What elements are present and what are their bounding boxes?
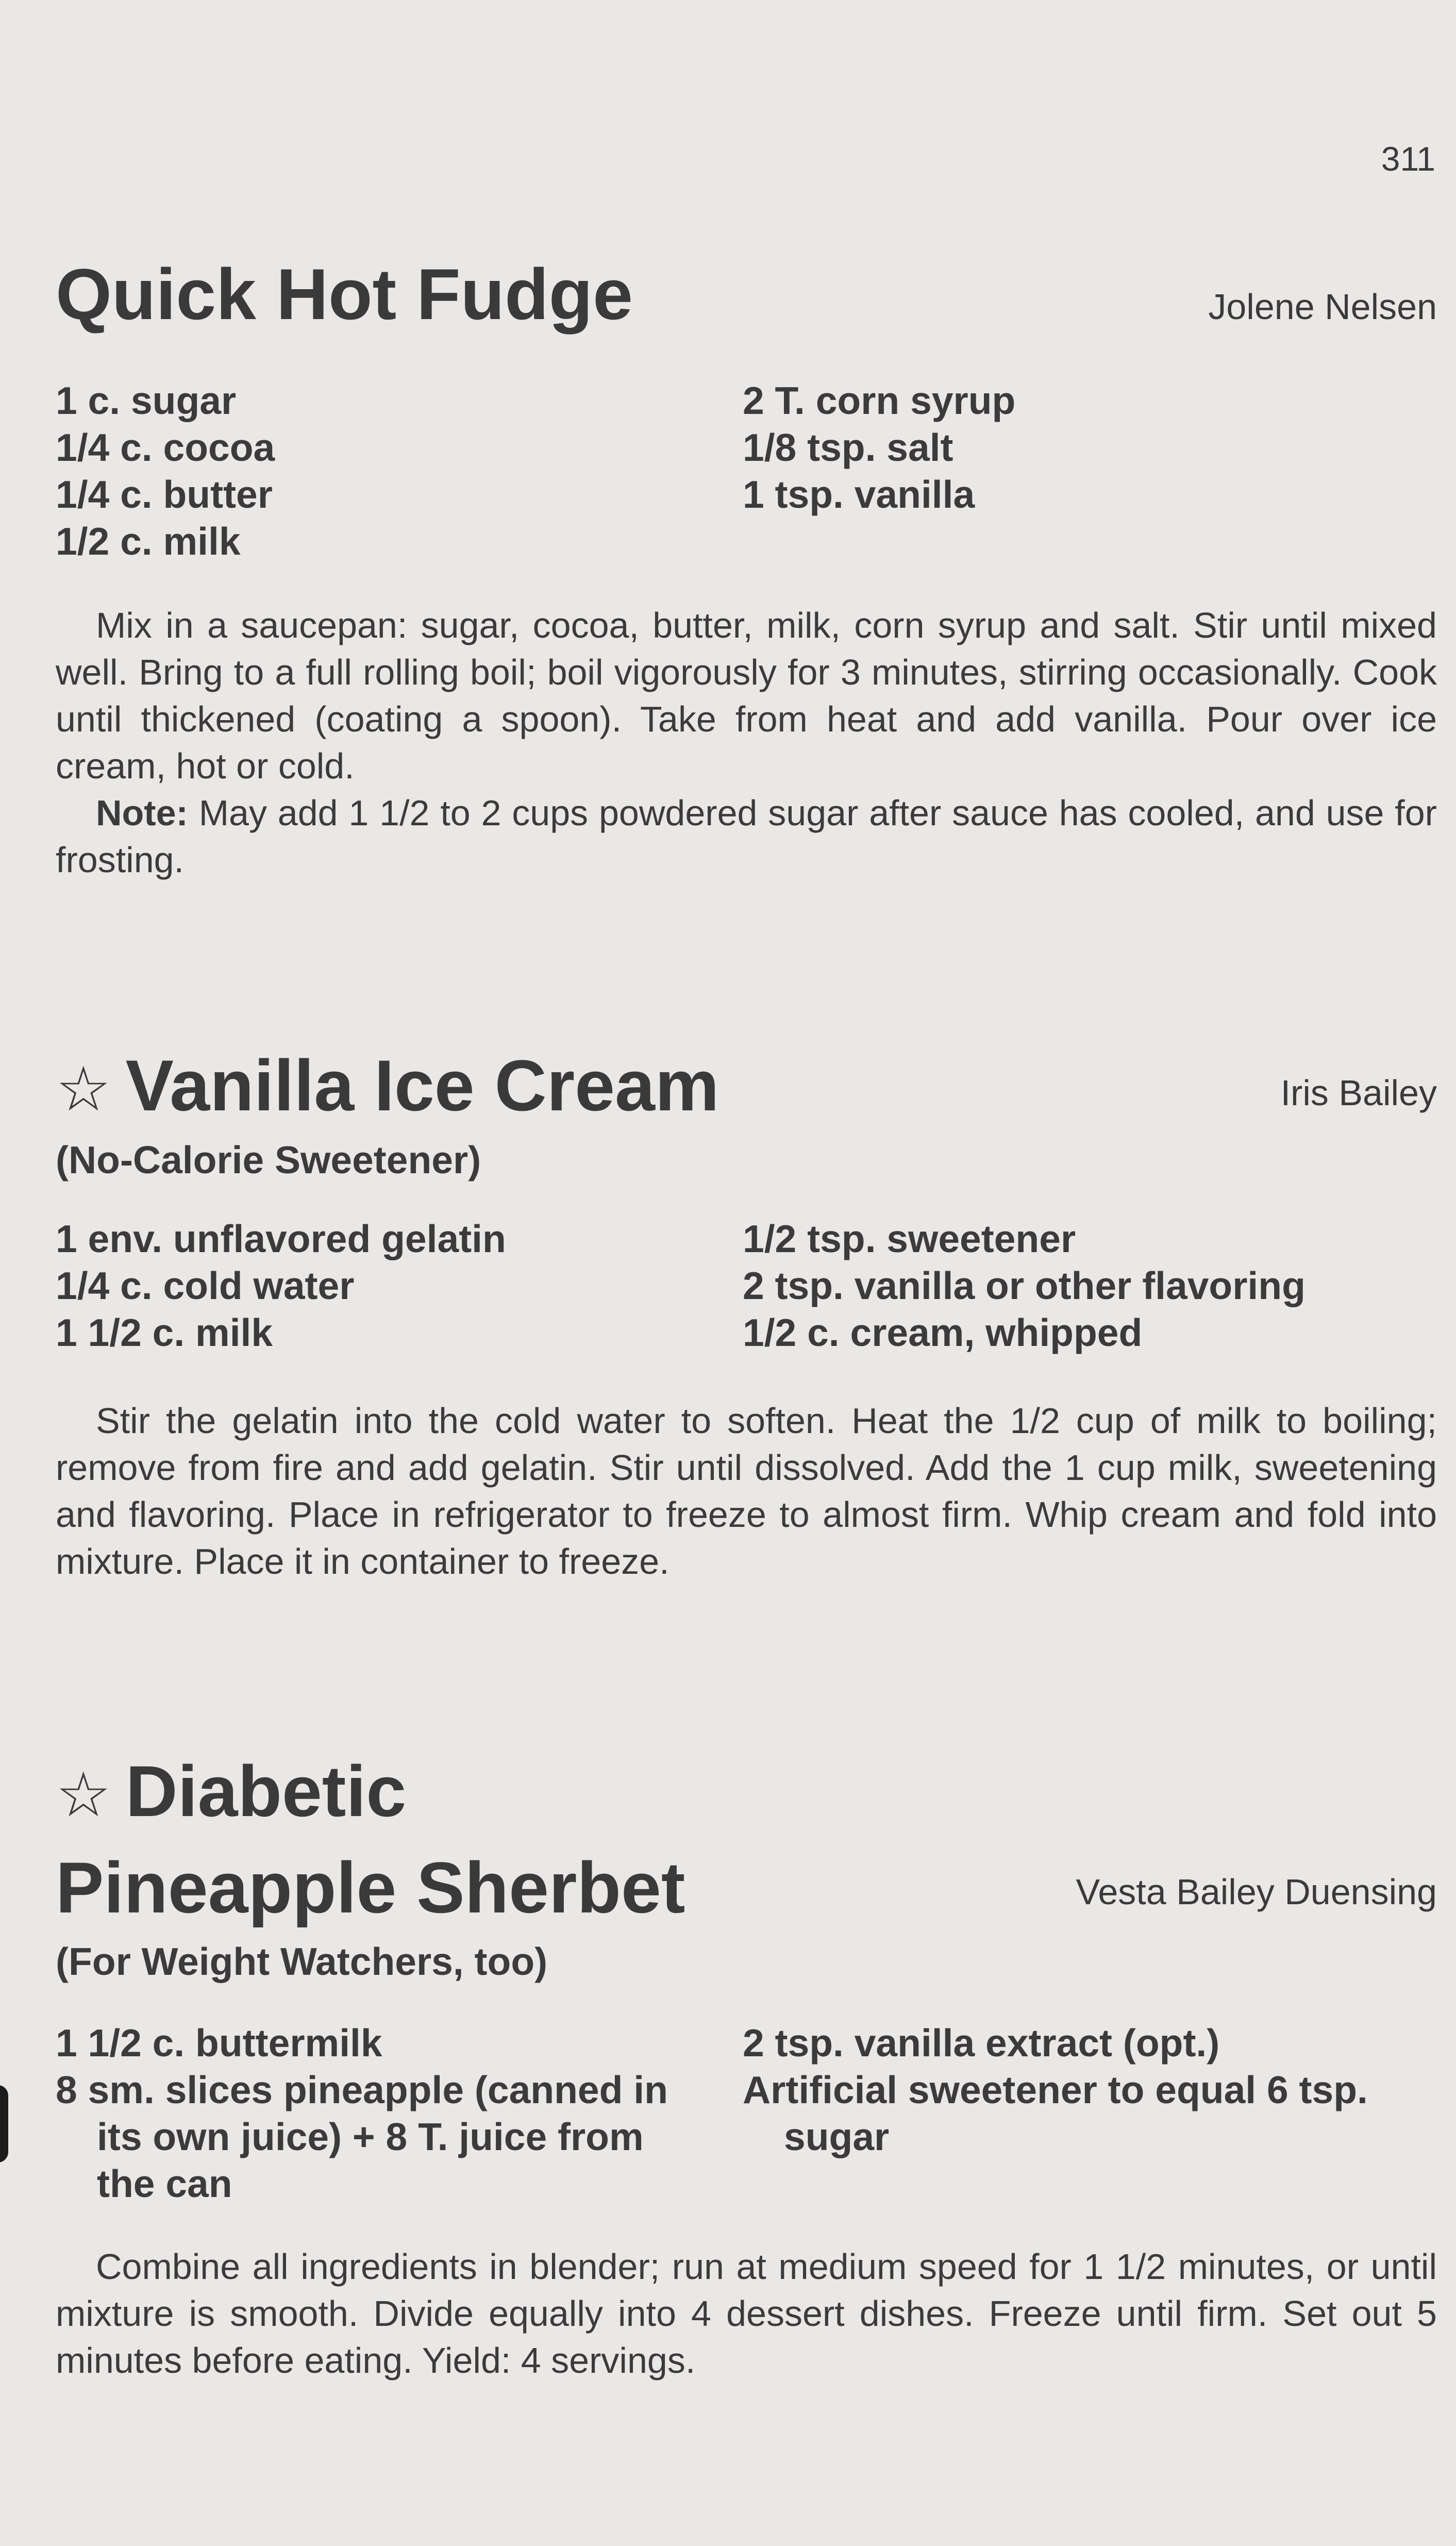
star-icon: ☆ [56, 1760, 111, 1829]
ingredient-item: 2 tsp. vanilla or other flavoring [743, 1264, 1306, 1307]
ingredient-item: Artificial sweetener to equal 6 tsp. [743, 2068, 1368, 2111]
recipe-author: Iris Bailey [1280, 1073, 1437, 1113]
binding-edge-mark [0, 2085, 8, 2162]
ingredient-item: 2 T. corn syrup [743, 379, 1016, 422]
directions-text: Mix in a saucepan: sugar, cocoa, butter, milk, corn syrup and salt. Stir until mixed well. Bring to a full rolling boil; boil vigorously for 3 minutes, stirring occasionally. Cook until thickened (coating a spoon). Take from heat and add vanilla. Pour over ice cream, hot or cold. [56, 605, 1437, 786]
star-icon: ☆ [56, 1055, 111, 1124]
ingredient-column-right [743, 377, 1437, 565]
page-number: 311 [1381, 140, 1435, 178]
ingredient-item: 1/2 tsp. sweetener [743, 1217, 1076, 1260]
recipe-quick-hot-fudge [56, 247, 1437, 884]
recipe-directions [56, 602, 1437, 884]
ingredient-column-right [743, 1216, 1437, 1356]
ingredient-item: 1 1/2 c. milk [56, 1311, 273, 1354]
ingredient-item-continued: the can [97, 2162, 232, 2205]
ingredient-column-left [56, 2020, 743, 2207]
ingredient-item: 1 c. sugar [56, 379, 237, 422]
ingredient-list [56, 1216, 1437, 1356]
note-label: Note: [96, 793, 188, 833]
recipe-note [56, 790, 1437, 884]
ingredient-column-right [743, 2020, 1437, 2207]
ingredient-item: 1/2 c. milk [56, 520, 241, 563]
recipe-subtitle: (For Weight Watchers, too) [56, 1940, 548, 1983]
recipe-author: Jolene Nelsen [1208, 287, 1437, 327]
ingredient-item: 1/4 c. cocoa [56, 426, 275, 469]
ingredient-column-left [56, 377, 743, 565]
ingredient-item: 2 tsp. vanilla extract (opt.) [743, 2021, 1220, 2065]
ingredient-list [56, 2020, 1437, 2207]
recipe-title: Quick Hot Fudge [56, 254, 633, 335]
recipe-author: Vesta Bailey Duensing [1076, 1872, 1437, 1912]
recipe-vanilla-ice-cream [56, 1039, 1437, 1585]
ingredient-item: 1/8 tsp. salt [743, 426, 953, 469]
recipe-diabetic-pineapple-sherbet [56, 1745, 1437, 2384]
recipe-directions [56, 2243, 1437, 2384]
note-text: May add 1 1/2 to 2 cups powdered sugar after sauce has cooled, and use for frosting. [56, 793, 1437, 880]
directions-text: Combine all ingredients in blender; run at medium speed for 1 1/2 minutes, or until mixture is smooth. Divide equally into 4 dessert dishes. Freeze until firm. Set out 5 minutes before eating. Yield: 4 servings. [56, 2247, 1437, 2381]
recipe-title [56, 1039, 1437, 1133]
ingredient-item: 1/4 c. butter [56, 473, 273, 516]
recipe-title-line-2: Pineapple Sherbet [56, 1847, 685, 1928]
ingredient-list [56, 377, 1437, 565]
recipe-title-text: Vanilla Ice Cream [125, 1045, 719, 1126]
ingredient-item-continued: its own juice) + 8 T. juice from [97, 2115, 644, 2158]
recipe-title-line-1: Diabetic [125, 1751, 407, 1832]
ingredient-item: 1/2 c. cream, whipped [743, 1311, 1143, 1354]
ingredient-item: 1/4 c. cold water [56, 1264, 355, 1307]
recipe-directions [56, 1397, 1437, 1585]
ingredient-column-left [56, 1216, 743, 1356]
ingredient-item: 8 sm. slices pineapple (canned in [56, 2068, 668, 2111]
ingredient-item: 1 tsp. vanilla [743, 473, 975, 516]
ingredient-item: 1 1/2 c. buttermilk [56, 2021, 382, 2065]
directions-text: Stir the gelatin into the cold water to soften. Heat the 1/2 cup of milk to boiling; remove from fire and add gelatin. Stir until dissolved. Add the 1 cup milk, sweetening and flavoring. Place in refrigerator to freeze to almost firm. Whip cream and fold into mixture. Place it in container to freeze. [56, 1401, 1437, 1582]
ingredient-item-continued: sugar [784, 2115, 890, 2158]
ingredient-item: 1 env. unflavored gelatin [56, 1217, 506, 1260]
recipe-subtitle: (No-Calorie Sweetener) [56, 1138, 481, 1182]
